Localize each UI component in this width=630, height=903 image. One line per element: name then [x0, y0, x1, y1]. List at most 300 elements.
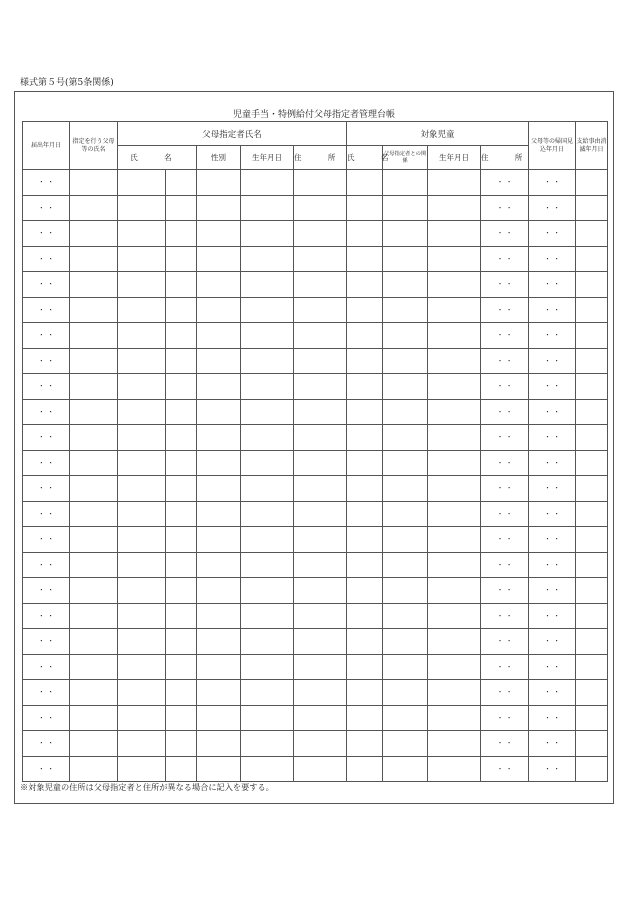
- extinction-date-cell[interactable]: ・ ・: [529, 246, 576, 272]
- remarks-cell[interactable]: [576, 272, 608, 298]
- child-address-cell[interactable]: [428, 297, 481, 323]
- designator-name-cell[interactable]: [70, 272, 118, 298]
- remarks-cell[interactable]: [576, 629, 608, 655]
- child-relation-cell[interactable]: [347, 578, 383, 604]
- designee-sex-cell[interactable]: [166, 629, 197, 655]
- designator-name-cell[interactable]: [70, 450, 118, 476]
- return-date-cell[interactable]: ・ ・: [481, 527, 529, 553]
- designee-birthdate-cell[interactable]: [197, 756, 241, 782]
- designator-name-cell[interactable]: [70, 705, 118, 731]
- child-birthdate-cell[interactable]: [383, 552, 428, 578]
- designator-name-cell[interactable]: [70, 756, 118, 782]
- notification-date-cell[interactable]: ・ ・: [23, 323, 70, 349]
- notification-date-cell[interactable]: ・ ・: [23, 578, 70, 604]
- remarks-cell[interactable]: [576, 374, 608, 400]
- designator-name-cell[interactable]: [70, 323, 118, 349]
- child-address-cell[interactable]: [428, 731, 481, 757]
- child-birthdate-cell[interactable]: [383, 756, 428, 782]
- designee-birthdate-cell[interactable]: [197, 501, 241, 527]
- extinction-date-cell[interactable]: ・ ・: [529, 552, 576, 578]
- return-date-cell[interactable]: ・ ・: [481, 603, 529, 629]
- child-address-cell[interactable]: [428, 374, 481, 400]
- designee-sex-cell[interactable]: [166, 323, 197, 349]
- child-relation-cell[interactable]: [347, 374, 383, 400]
- remarks-cell[interactable]: [576, 399, 608, 425]
- child-birthdate-cell[interactable]: [383, 323, 428, 349]
- child-address-cell[interactable]: [428, 195, 481, 221]
- designator-name-cell[interactable]: [70, 552, 118, 578]
- return-date-cell[interactable]: ・ ・: [481, 501, 529, 527]
- child-address-cell[interactable]: [428, 425, 481, 451]
- designee-sex-cell[interactable]: [166, 527, 197, 553]
- child-name-cell[interactable]: [294, 756, 347, 782]
- designee-address-cell[interactable]: [241, 629, 294, 655]
- designee-address-cell[interactable]: [241, 680, 294, 706]
- child-relation-cell[interactable]: [347, 527, 383, 553]
- designee-birthdate-cell[interactable]: [197, 195, 241, 221]
- designee-address-cell[interactable]: [241, 731, 294, 757]
- remarks-cell[interactable]: [576, 756, 608, 782]
- designee-address-cell[interactable]: [241, 578, 294, 604]
- extinction-date-cell[interactable]: ・ ・: [529, 731, 576, 757]
- designee-sex-cell[interactable]: [166, 170, 197, 196]
- extinction-date-cell[interactable]: ・ ・: [529, 680, 576, 706]
- designee-birthdate-cell[interactable]: [197, 348, 241, 374]
- designee-address-cell[interactable]: [241, 399, 294, 425]
- designator-name-cell[interactable]: [70, 476, 118, 502]
- designee-sex-cell[interactable]: [166, 654, 197, 680]
- child-relation-cell[interactable]: [347, 629, 383, 655]
- designator-name-cell[interactable]: [70, 221, 118, 247]
- designee-name-cell[interactable]: [118, 399, 166, 425]
- designee-name-cell[interactable]: [118, 629, 166, 655]
- child-name-cell[interactable]: [294, 323, 347, 349]
- designator-name-cell[interactable]: [70, 195, 118, 221]
- child-relation-cell[interactable]: [347, 552, 383, 578]
- child-address-cell[interactable]: [428, 450, 481, 476]
- child-address-cell[interactable]: [428, 272, 481, 298]
- designee-sex-cell[interactable]: [166, 195, 197, 221]
- child-name-cell[interactable]: [294, 246, 347, 272]
- remarks-cell[interactable]: [576, 425, 608, 451]
- child-relation-cell[interactable]: [347, 450, 383, 476]
- designator-name-cell[interactable]: [70, 629, 118, 655]
- designee-sex-cell[interactable]: [166, 297, 197, 323]
- child-address-cell[interactable]: [428, 578, 481, 604]
- remarks-cell[interactable]: [576, 705, 608, 731]
- designee-name-cell[interactable]: [118, 425, 166, 451]
- child-birthdate-cell[interactable]: [383, 450, 428, 476]
- designator-name-cell[interactable]: [70, 425, 118, 451]
- child-name-cell[interactable]: [294, 603, 347, 629]
- child-name-cell[interactable]: [294, 170, 347, 196]
- child-birthdate-cell[interactable]: [383, 731, 428, 757]
- return-date-cell[interactable]: ・ ・: [481, 374, 529, 400]
- designee-sex-cell[interactable]: [166, 425, 197, 451]
- child-name-cell[interactable]: [294, 680, 347, 706]
- extinction-date-cell[interactable]: ・ ・: [529, 323, 576, 349]
- designee-birthdate-cell[interactable]: [197, 272, 241, 298]
- notification-date-cell[interactable]: ・ ・: [23, 629, 70, 655]
- designee-sex-cell[interactable]: [166, 348, 197, 374]
- designee-name-cell[interactable]: [118, 348, 166, 374]
- designee-birthdate-cell[interactable]: [197, 170, 241, 196]
- designee-birthdate-cell[interactable]: [197, 450, 241, 476]
- child-relation-cell[interactable]: [347, 425, 383, 451]
- designee-name-cell[interactable]: [118, 297, 166, 323]
- child-birthdate-cell[interactable]: [383, 246, 428, 272]
- notification-date-cell[interactable]: ・ ・: [23, 552, 70, 578]
- return-date-cell[interactable]: ・ ・: [481, 654, 529, 680]
- child-name-cell[interactable]: [294, 272, 347, 298]
- notification-date-cell[interactable]: ・ ・: [23, 476, 70, 502]
- child-name-cell[interactable]: [294, 297, 347, 323]
- designee-sex-cell[interactable]: [166, 221, 197, 247]
- notification-date-cell[interactable]: ・ ・: [23, 374, 70, 400]
- child-birthdate-cell[interactable]: [383, 527, 428, 553]
- child-relation-cell[interactable]: [347, 272, 383, 298]
- child-name-cell[interactable]: [294, 221, 347, 247]
- extinction-date-cell[interactable]: ・ ・: [529, 476, 576, 502]
- notification-date-cell[interactable]: ・ ・: [23, 246, 70, 272]
- designee-name-cell[interactable]: [118, 654, 166, 680]
- notification-date-cell[interactable]: ・ ・: [23, 705, 70, 731]
- extinction-date-cell[interactable]: ・ ・: [529, 425, 576, 451]
- extinction-date-cell[interactable]: ・ ・: [529, 195, 576, 221]
- designee-name-cell[interactable]: [118, 527, 166, 553]
- designee-birthdate-cell[interactable]: [197, 374, 241, 400]
- designee-name-cell[interactable]: [118, 603, 166, 629]
- designee-address-cell[interactable]: [241, 246, 294, 272]
- designee-name-cell[interactable]: [118, 323, 166, 349]
- designee-address-cell[interactable]: [241, 195, 294, 221]
- remarks-cell[interactable]: [576, 578, 608, 604]
- return-date-cell[interactable]: ・ ・: [481, 705, 529, 731]
- child-birthdate-cell[interactable]: [383, 629, 428, 655]
- designee-address-cell[interactable]: [241, 348, 294, 374]
- designee-sex-cell[interactable]: [166, 731, 197, 757]
- notification-date-cell[interactable]: ・ ・: [23, 399, 70, 425]
- designee-birthdate-cell[interactable]: [197, 246, 241, 272]
- designee-address-cell[interactable]: [241, 603, 294, 629]
- child-name-cell[interactable]: [294, 501, 347, 527]
- child-name-cell[interactable]: [294, 348, 347, 374]
- remarks-cell[interactable]: [576, 501, 608, 527]
- child-address-cell[interactable]: [428, 629, 481, 655]
- remarks-cell[interactable]: [576, 221, 608, 247]
- notification-date-cell[interactable]: ・ ・: [23, 425, 70, 451]
- child-name-cell[interactable]: [294, 731, 347, 757]
- child-birthdate-cell[interactable]: [383, 578, 428, 604]
- designee-address-cell[interactable]: [241, 527, 294, 553]
- designator-name-cell[interactable]: [70, 654, 118, 680]
- notification-date-cell[interactable]: ・ ・: [23, 195, 70, 221]
- designee-address-cell[interactable]: [241, 705, 294, 731]
- designee-birthdate-cell[interactable]: [197, 629, 241, 655]
- designee-sex-cell[interactable]: [166, 578, 197, 604]
- designee-address-cell[interactable]: [241, 450, 294, 476]
- designee-name-cell[interactable]: [118, 476, 166, 502]
- return-date-cell[interactable]: ・ ・: [481, 450, 529, 476]
- remarks-cell[interactable]: [576, 297, 608, 323]
- return-date-cell[interactable]: ・ ・: [481, 221, 529, 247]
- child-relation-cell[interactable]: [347, 195, 383, 221]
- remarks-cell[interactable]: [576, 450, 608, 476]
- child-relation-cell[interactable]: [347, 705, 383, 731]
- designee-address-cell[interactable]: [241, 756, 294, 782]
- child-relation-cell[interactable]: [347, 170, 383, 196]
- return-date-cell[interactable]: ・ ・: [481, 195, 529, 221]
- designee-birthdate-cell[interactable]: [197, 425, 241, 451]
- child-birthdate-cell[interactable]: [383, 399, 428, 425]
- extinction-date-cell[interactable]: ・ ・: [529, 221, 576, 247]
- child-relation-cell[interactable]: [347, 323, 383, 349]
- child-relation-cell[interactable]: [347, 501, 383, 527]
- designee-name-cell[interactable]: [118, 731, 166, 757]
- designee-address-cell[interactable]: [241, 221, 294, 247]
- child-relation-cell[interactable]: [347, 680, 383, 706]
- return-date-cell[interactable]: ・ ・: [481, 272, 529, 298]
- extinction-date-cell[interactable]: ・ ・: [529, 348, 576, 374]
- return-date-cell[interactable]: ・ ・: [481, 246, 529, 272]
- remarks-cell[interactable]: [576, 552, 608, 578]
- child-relation-cell[interactable]: [347, 654, 383, 680]
- return-date-cell[interactable]: ・ ・: [481, 731, 529, 757]
- designee-sex-cell[interactable]: [166, 705, 197, 731]
- child-address-cell[interactable]: [428, 399, 481, 425]
- designee-name-cell[interactable]: [118, 578, 166, 604]
- designee-sex-cell[interactable]: [166, 374, 197, 400]
- extinction-date-cell[interactable]: ・ ・: [529, 374, 576, 400]
- child-relation-cell[interactable]: [347, 246, 383, 272]
- extinction-date-cell[interactable]: ・ ・: [529, 603, 576, 629]
- child-address-cell[interactable]: [428, 756, 481, 782]
- extinction-date-cell[interactable]: ・ ・: [529, 450, 576, 476]
- notification-date-cell[interactable]: ・ ・: [23, 756, 70, 782]
- return-date-cell[interactable]: ・ ・: [481, 629, 529, 655]
- child-birthdate-cell[interactable]: [383, 374, 428, 400]
- designee-birthdate-cell[interactable]: [197, 705, 241, 731]
- designee-address-cell[interactable]: [241, 297, 294, 323]
- designee-name-cell[interactable]: [118, 450, 166, 476]
- child-birthdate-cell[interactable]: [383, 680, 428, 706]
- designee-sex-cell[interactable]: [166, 399, 197, 425]
- child-address-cell[interactable]: [428, 170, 481, 196]
- designee-address-cell[interactable]: [241, 272, 294, 298]
- child-name-cell[interactable]: [294, 629, 347, 655]
- remarks-cell[interactable]: [576, 654, 608, 680]
- child-birthdate-cell[interactable]: [383, 170, 428, 196]
- designee-birthdate-cell[interactable]: [197, 476, 241, 502]
- child-birthdate-cell[interactable]: [383, 501, 428, 527]
- child-address-cell[interactable]: [428, 476, 481, 502]
- child-birthdate-cell[interactable]: [383, 272, 428, 298]
- designator-name-cell[interactable]: [70, 374, 118, 400]
- return-date-cell[interactable]: ・ ・: [481, 323, 529, 349]
- designee-address-cell[interactable]: [241, 476, 294, 502]
- designee-sex-cell[interactable]: [166, 603, 197, 629]
- child-birthdate-cell[interactable]: [383, 705, 428, 731]
- designee-birthdate-cell[interactable]: [197, 552, 241, 578]
- child-name-cell[interactable]: [294, 374, 347, 400]
- return-date-cell[interactable]: ・ ・: [481, 680, 529, 706]
- child-birthdate-cell[interactable]: [383, 195, 428, 221]
- child-address-cell[interactable]: [428, 348, 481, 374]
- extinction-date-cell[interactable]: ・ ・: [529, 527, 576, 553]
- return-date-cell[interactable]: ・ ・: [481, 348, 529, 374]
- remarks-cell[interactable]: [576, 323, 608, 349]
- return-date-cell[interactable]: ・ ・: [481, 552, 529, 578]
- extinction-date-cell[interactable]: ・ ・: [529, 629, 576, 655]
- designee-name-cell[interactable]: [118, 374, 166, 400]
- return-date-cell[interactable]: ・ ・: [481, 756, 529, 782]
- designator-name-cell[interactable]: [70, 501, 118, 527]
- child-birthdate-cell[interactable]: [383, 603, 428, 629]
- designator-name-cell[interactable]: [70, 246, 118, 272]
- return-date-cell[interactable]: ・ ・: [481, 476, 529, 502]
- designator-name-cell[interactable]: [70, 680, 118, 706]
- extinction-date-cell[interactable]: ・ ・: [529, 272, 576, 298]
- child-address-cell[interactable]: [428, 552, 481, 578]
- designee-name-cell[interactable]: [118, 501, 166, 527]
- child-name-cell[interactable]: [294, 578, 347, 604]
- remarks-cell[interactable]: [576, 527, 608, 553]
- notification-date-cell[interactable]: ・ ・: [23, 272, 70, 298]
- child-birthdate-cell[interactable]: [383, 348, 428, 374]
- extinction-date-cell[interactable]: ・ ・: [529, 654, 576, 680]
- notification-date-cell[interactable]: ・ ・: [23, 170, 70, 196]
- designee-birthdate-cell[interactable]: [197, 297, 241, 323]
- child-relation-cell[interactable]: [347, 731, 383, 757]
- designee-name-cell[interactable]: [118, 552, 166, 578]
- extinction-date-cell[interactable]: ・ ・: [529, 501, 576, 527]
- designator-name-cell[interactable]: [70, 348, 118, 374]
- designee-address-cell[interactable]: [241, 425, 294, 451]
- child-birthdate-cell[interactable]: [383, 425, 428, 451]
- designator-name-cell[interactable]: [70, 297, 118, 323]
- notification-date-cell[interactable]: ・ ・: [23, 527, 70, 553]
- designee-name-cell[interactable]: [118, 705, 166, 731]
- designee-name-cell[interactable]: [118, 680, 166, 706]
- designee-birthdate-cell[interactable]: [197, 680, 241, 706]
- designee-name-cell[interactable]: [118, 246, 166, 272]
- child-relation-cell[interactable]: [347, 399, 383, 425]
- notification-date-cell[interactable]: ・ ・: [23, 221, 70, 247]
- extinction-date-cell[interactable]: ・ ・: [529, 578, 576, 604]
- designee-birthdate-cell[interactable]: [197, 399, 241, 425]
- return-date-cell[interactable]: ・ ・: [481, 578, 529, 604]
- extinction-date-cell[interactable]: ・ ・: [529, 705, 576, 731]
- child-name-cell[interactable]: [294, 476, 347, 502]
- remarks-cell[interactable]: [576, 348, 608, 374]
- child-address-cell[interactable]: [428, 501, 481, 527]
- designator-name-cell[interactable]: [70, 731, 118, 757]
- return-date-cell[interactable]: ・ ・: [481, 399, 529, 425]
- extinction-date-cell[interactable]: ・ ・: [529, 297, 576, 323]
- designee-sex-cell[interactable]: [166, 680, 197, 706]
- return-date-cell[interactable]: ・ ・: [481, 297, 529, 323]
- designee-name-cell[interactable]: [118, 272, 166, 298]
- child-address-cell[interactable]: [428, 654, 481, 680]
- designee-address-cell[interactable]: [241, 170, 294, 196]
- child-name-cell[interactable]: [294, 425, 347, 451]
- child-address-cell[interactable]: [428, 246, 481, 272]
- designee-address-cell[interactable]: [241, 374, 294, 400]
- notification-date-cell[interactable]: ・ ・: [23, 603, 70, 629]
- designee-birthdate-cell[interactable]: [197, 603, 241, 629]
- child-relation-cell[interactable]: [347, 221, 383, 247]
- remarks-cell[interactable]: [576, 680, 608, 706]
- designator-name-cell[interactable]: [70, 170, 118, 196]
- child-name-cell[interactable]: [294, 527, 347, 553]
- notification-date-cell[interactable]: ・ ・: [23, 680, 70, 706]
- child-birthdate-cell[interactable]: [383, 297, 428, 323]
- notification-date-cell[interactable]: ・ ・: [23, 297, 70, 323]
- return-date-cell[interactable]: ・ ・: [481, 425, 529, 451]
- designee-sex-cell[interactable]: [166, 246, 197, 272]
- designee-sex-cell[interactable]: [166, 476, 197, 502]
- extinction-date-cell[interactable]: ・ ・: [529, 170, 576, 196]
- child-address-cell[interactable]: [428, 680, 481, 706]
- child-address-cell[interactable]: [428, 221, 481, 247]
- child-birthdate-cell[interactable]: [383, 221, 428, 247]
- designee-birthdate-cell[interactable]: [197, 221, 241, 247]
- child-address-cell[interactable]: [428, 323, 481, 349]
- designee-sex-cell[interactable]: [166, 552, 197, 578]
- designee-address-cell[interactable]: [241, 654, 294, 680]
- child-name-cell[interactable]: [294, 399, 347, 425]
- designee-name-cell[interactable]: [118, 170, 166, 196]
- designee-address-cell[interactable]: [241, 501, 294, 527]
- designator-name-cell[interactable]: [70, 399, 118, 425]
- remarks-cell[interactable]: [576, 246, 608, 272]
- designee-birthdate-cell[interactable]: [197, 654, 241, 680]
- designee-birthdate-cell[interactable]: [197, 578, 241, 604]
- child-address-cell[interactable]: [428, 705, 481, 731]
- child-birthdate-cell[interactable]: [383, 654, 428, 680]
- designee-sex-cell[interactable]: [166, 272, 197, 298]
- child-name-cell[interactable]: [294, 552, 347, 578]
- designator-name-cell[interactable]: [70, 527, 118, 553]
- notification-date-cell[interactable]: ・ ・: [23, 450, 70, 476]
- notification-date-cell[interactable]: ・ ・: [23, 731, 70, 757]
- designee-birthdate-cell[interactable]: [197, 323, 241, 349]
- remarks-cell[interactable]: [576, 476, 608, 502]
- notification-date-cell[interactable]: ・ ・: [23, 348, 70, 374]
- child-relation-cell[interactable]: [347, 297, 383, 323]
- child-birthdate-cell[interactable]: [383, 476, 428, 502]
- designee-sex-cell[interactable]: [166, 756, 197, 782]
- extinction-date-cell[interactable]: ・ ・: [529, 399, 576, 425]
- child-name-cell[interactable]: [294, 654, 347, 680]
- designee-birthdate-cell[interactable]: [197, 731, 241, 757]
- designee-address-cell[interactable]: [241, 323, 294, 349]
- child-address-cell[interactable]: [428, 527, 481, 553]
- child-address-cell[interactable]: [428, 603, 481, 629]
- designee-name-cell[interactable]: [118, 756, 166, 782]
- child-relation-cell[interactable]: [347, 603, 383, 629]
- designee-name-cell[interactable]: [118, 221, 166, 247]
- remarks-cell[interactable]: [576, 731, 608, 757]
- return-date-cell[interactable]: ・ ・: [481, 170, 529, 196]
- notification-date-cell[interactable]: ・ ・: [23, 654, 70, 680]
- remarks-cell[interactable]: [576, 170, 608, 196]
- child-relation-cell[interactable]: [347, 348, 383, 374]
- child-name-cell[interactable]: [294, 705, 347, 731]
- child-relation-cell[interactable]: [347, 476, 383, 502]
- child-name-cell[interactable]: [294, 450, 347, 476]
- designator-name-cell[interactable]: [70, 578, 118, 604]
